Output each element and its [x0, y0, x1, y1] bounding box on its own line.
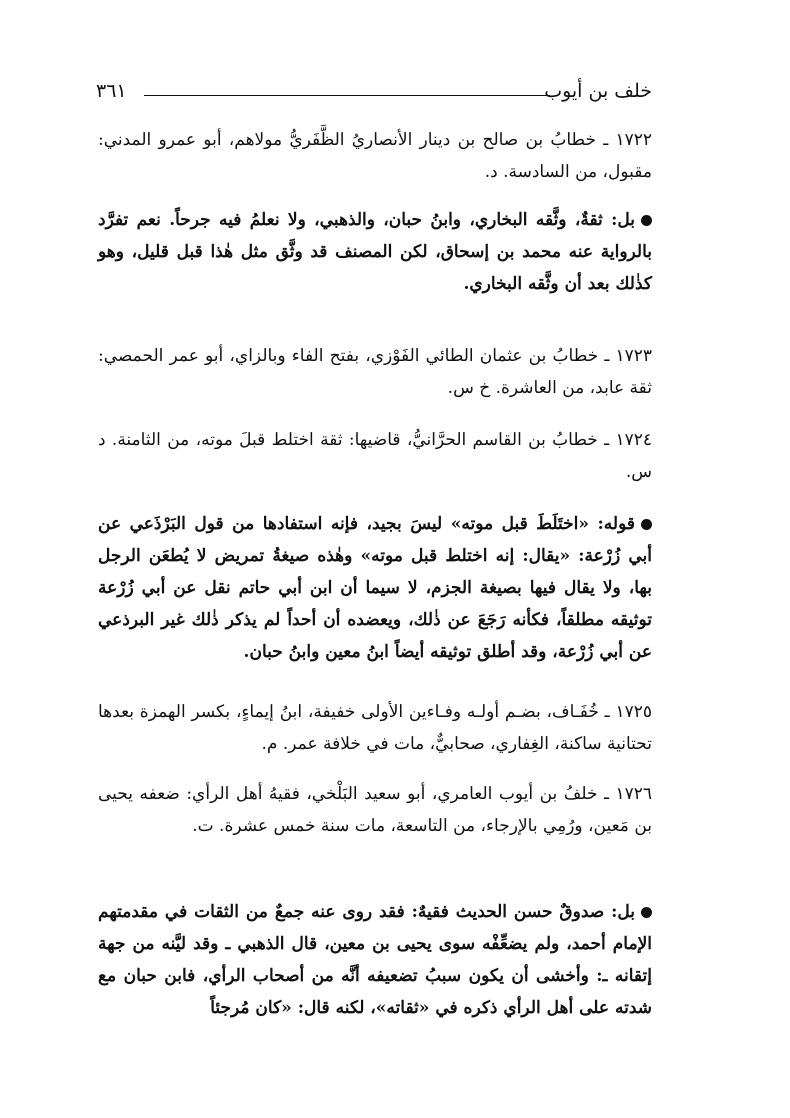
comment-text: بل: صدوقٌ حسن الحديث فقيهٌ: فقد روى عنه جمعٌ من الثقات في مقدمتهم الإمام أحمد، ولم يضعِّفْه سوى يحيى بن معين، قال الذهبي ـ وقد ليَّنه من جهة إتقانه ـ: وأخشى أن يكون سببُ تضعيفه أنَّه من أصحاب الرأي، فابن حبان مع شدته على أهل الرأي ذكره في «ثقاته»، لكنه قال: «كان مُرجئاً — [98, 902, 652, 1018]
page-number: ٣٦١ — [96, 80, 127, 102]
comment-1724 — [98, 508, 652, 668]
entry-text: ١٧٢٦ ـ خلفُ بن أيوب العامري، أبو سعيد البَلْخي، فقيهُ أهل الرأي: ضعفه يحيى بن مَعين، ورُمِي بالإرجاء، من التاسعة، مات سنة خمس عشرة. ت. — [98, 784, 652, 836]
header-rule — [144, 95, 550, 96]
comment-text: بل: ثقةٌ، وثَّقه البخاري، وابنُ حبان، والذهبي، ولا نعلمُ فيه جرحاً. نعم تفرَّد بالرواية عنه محمد بن إسحاق، لكن المصنف قد وثَّق مثل هٰذا قبل قليل، وهو كذٰلك بعد أن وثَّقه البخاري. — [98, 210, 652, 294]
entry-text: ١٧٢٣ ـ خطابُ بن عثمان الطائي الفَوْزي، بفتح الفاء وبالزاي، أبو عمر الحمصي: ثقة عابد، من العاشرة. خ س. — [98, 346, 652, 398]
entry-text: ١٧٢٥ ـ خُفَـاف، بضـم أولـه وفـاءين الأولى خفيفة، ابنُ إيماءٍ، بكسر الهمزة بعدها تحتانية ساكنة، الغِفاري، صحابيٌّ، مات في خلافة عمر. م. — [98, 702, 652, 754]
entry-text: ١٧٢٢ ـ خطابُ بن صالح بن دينار الأنصاريُ الظَّفَريُّ مولاهم، أبو عمرو المدني: مقبول، من السادسة. د. — [98, 130, 652, 182]
running-head-title: خلف بن أيوب — [544, 80, 652, 102]
entry-1722 — [98, 124, 652, 188]
entry-1724 — [98, 424, 652, 488]
bullet-icon — [641, 519, 652, 530]
entry-1725 — [98, 696, 652, 760]
entry-1726 — [98, 778, 652, 842]
bullet-icon — [641, 215, 652, 226]
running-head — [96, 80, 652, 110]
bullet-icon — [641, 907, 652, 918]
comment-1722 — [98, 204, 652, 300]
comment-text: قوله: «اختَلَطَ قبل موته» ليسَ بجيد، فإنه استفادها من قول البَرْذَعي عن أبي زُرْعة: «يقال: إنه اختلط قبل موته» وهٰذه صيغةُ تمريض لا يُطعَن الرجل بها، ولا يقال فيها بصيغة الجزم، لا سيما أن ابن أبي حاتم نقل عن أبي زُرْعة توثيقه مطلقاً، فكأنه رَجَعَ عن ذٰلك، ويعضده أن أحداً لم يذكر ذٰلك غير البرذعي عن أبي زُرْعة، وقد أطلق توثيقه أيضاً ابنُ معين وابنُ حبان. — [98, 514, 652, 662]
entry-text: ١٧٢٤ ـ خطابُ بن القاسم الحرَّانيُّ، قاضيها: ثقة اختلط قبلَ موته، من الثامنة. د س. — [98, 430, 652, 482]
entry-1723 — [98, 340, 652, 404]
comment-1726 — [98, 896, 652, 1024]
